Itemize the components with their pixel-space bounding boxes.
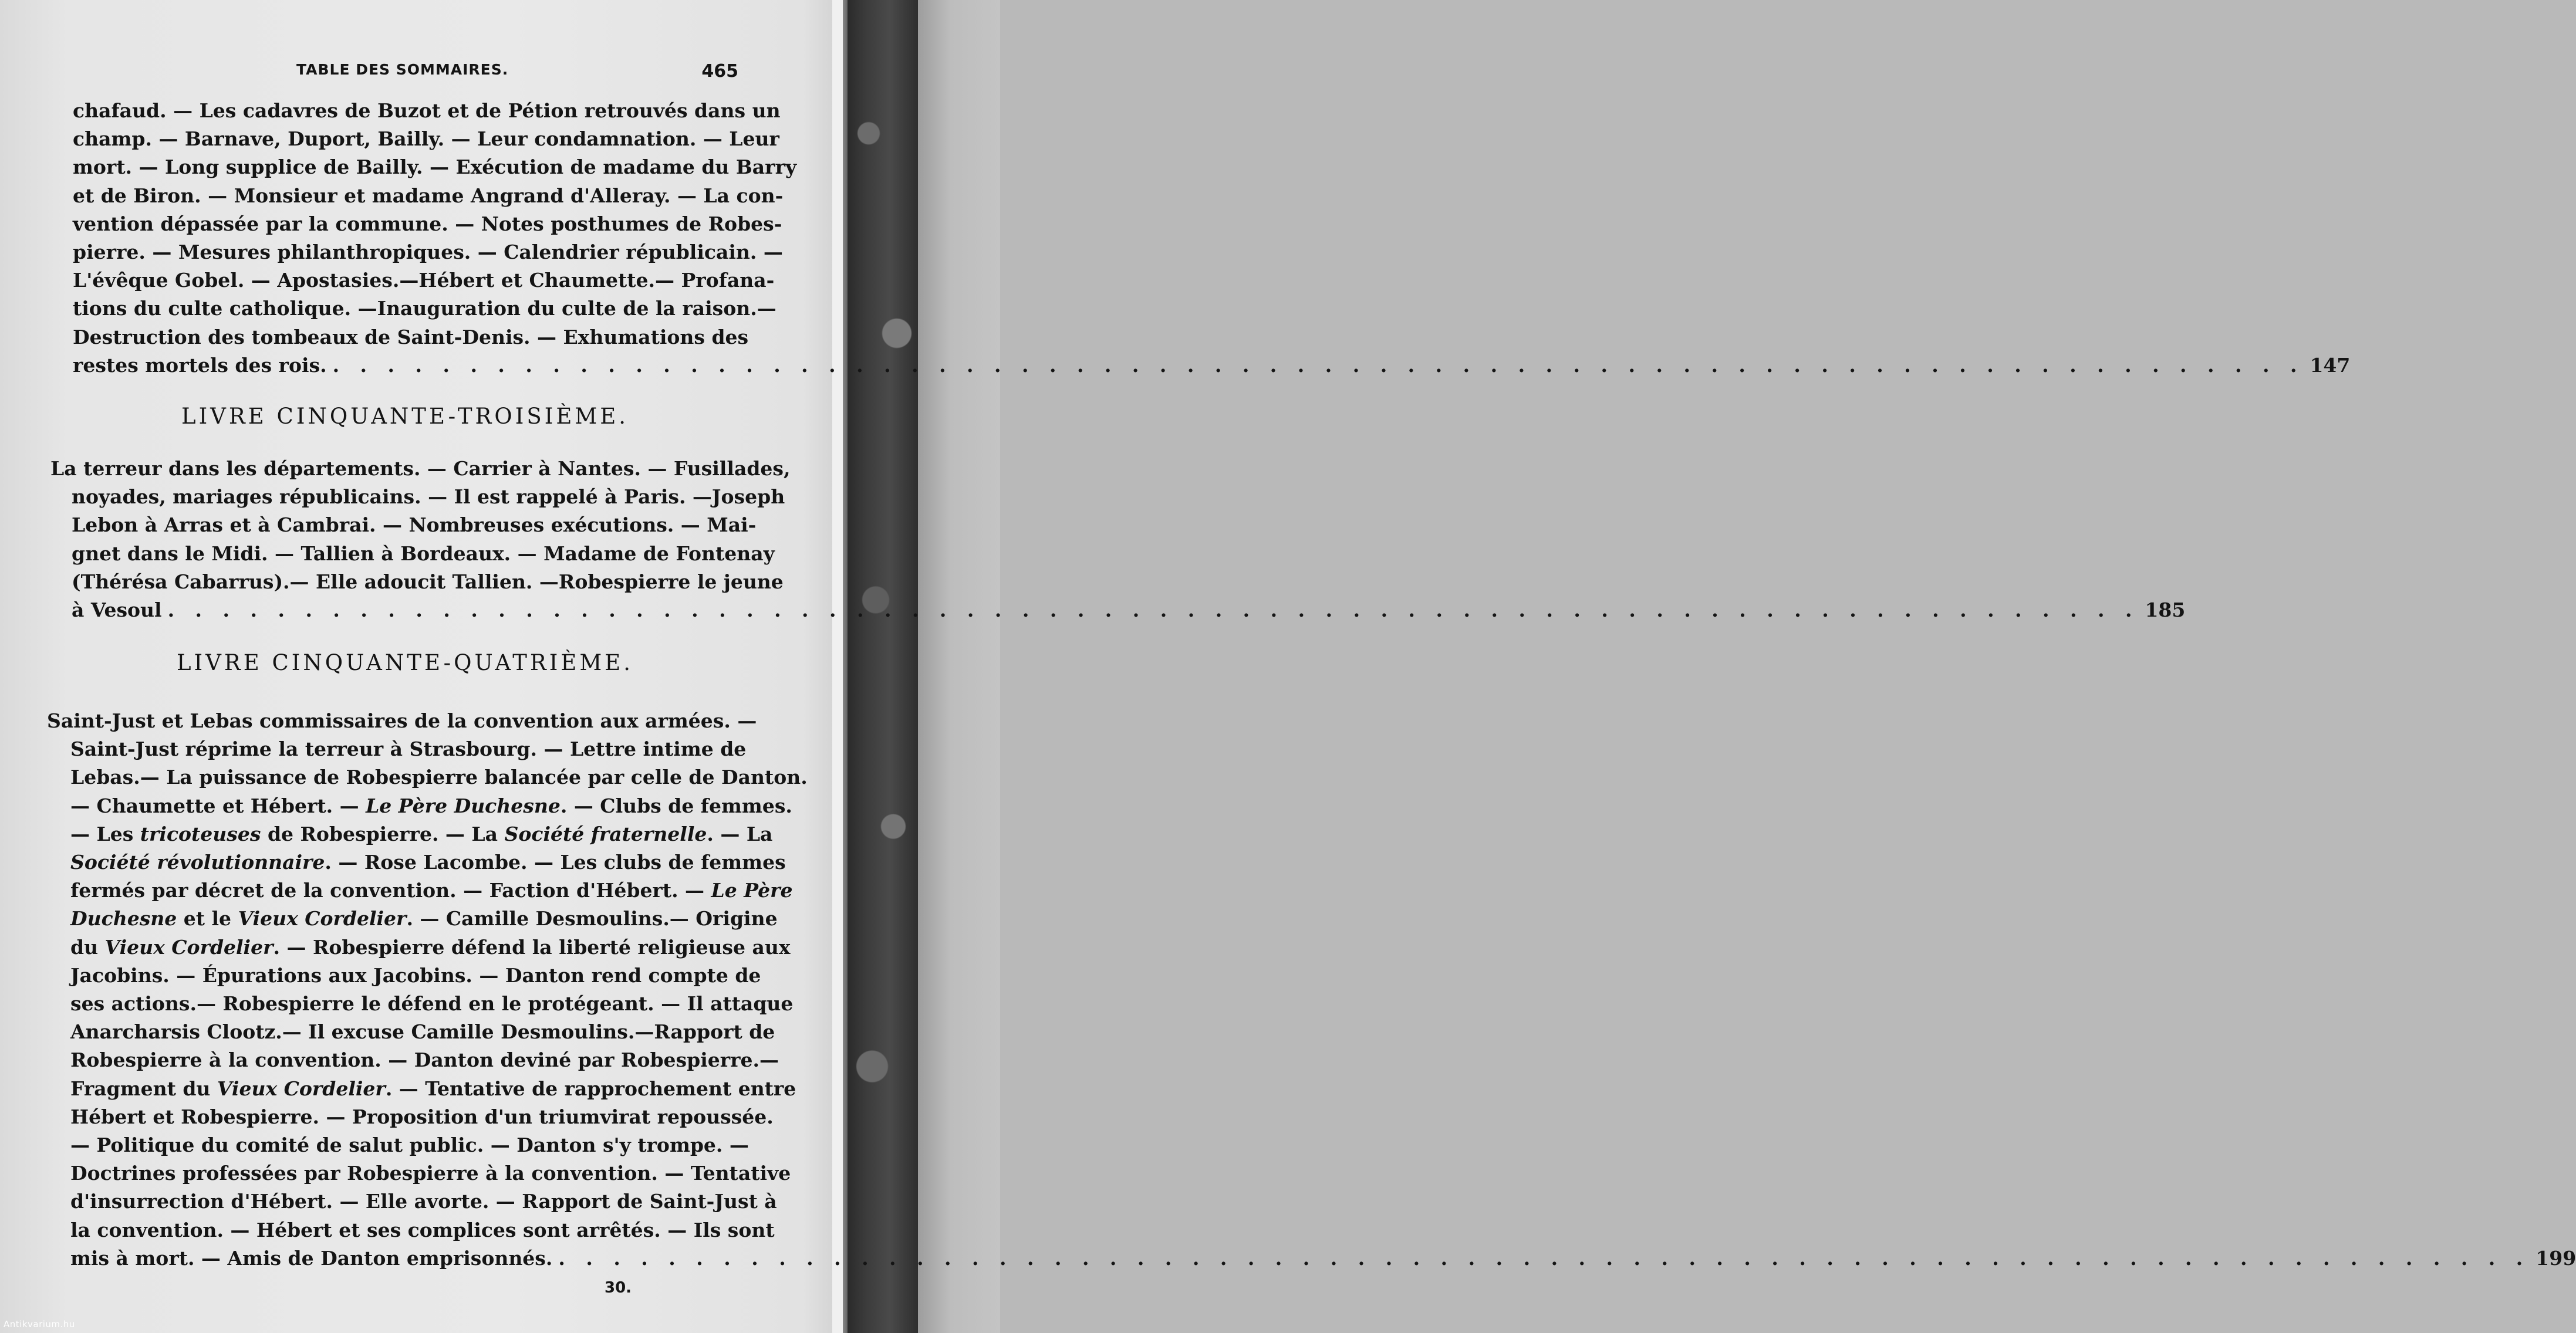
toc-line: (Thérésa Cabarrus).— Elle adoucit Tallien. —Robespierre le jeune: [72, 570, 784, 593]
toc-line: [70, 820, 773, 848]
toc-line: [70, 905, 778, 933]
text-run: . — Rose Lacombe. — Les clubs de femmes: [325, 851, 786, 874]
text-run: — Les: [70, 822, 134, 845]
toc-line: ses actions.— Robespierre le défend en le protégeant. — Il attaque: [70, 992, 794, 1016]
text-run: . — Clubs de femmes.: [560, 794, 792, 817]
toc-line: gnet dans le Midi. — Tallien à Bordeaux. — Madame de Fontenay: [72, 542, 775, 565]
dot-leader: [333, 351, 2304, 380]
toc-line: [70, 877, 793, 905]
italic-title: Le Père: [711, 879, 793, 902]
toc-line: noyades, mariages républicains. — Il est rappelé à Paris. —Joseph: [72, 485, 785, 509]
toc-line: chafaud. — Les cadavres de Buzot et de Pétion retrouvés dans un: [73, 99, 781, 122]
toc-line: Anarcharsis Clootz.— Il excuse Camille Desmoulins.—Rapport de: [70, 1020, 775, 1044]
toc-entry-book52-continued: [73, 97, 2351, 380]
header-page-number: 465: [701, 61, 738, 82]
header-title: TABLE DES SOMMAIRES.: [296, 61, 509, 78]
italic-title: Vieux Cordelier: [238, 907, 407, 931]
signature-mark: 30.: [605, 1279, 632, 1297]
toc-line: [70, 792, 792, 820]
text-run: du: [70, 935, 99, 959]
italic-title: Société révolutionnaire: [70, 851, 325, 874]
toc-leader-line: [72, 596, 2186, 624]
marbled-spine: [848, 0, 918, 1333]
toc-line-end: mis à mort. — Amis de Danton emprisonnés.: [70, 1246, 553, 1270]
italic-title: Le Père Duchesne: [366, 794, 561, 817]
toc-line: champ. — Barnave, Duport, Bailly. — Leur condamnation. — Leur: [73, 127, 779, 151]
toc-page-ref: 199: [2536, 1246, 2576, 1270]
toc-line: [70, 933, 791, 962]
toc-line: Saint-Just et Lebas commissaires de la convention aux armées. —: [47, 709, 757, 732]
italic-title: Société fraternelle: [504, 822, 707, 845]
text-run: Fragment du: [70, 1077, 211, 1100]
toc-line-end: à Vesoul: [72, 598, 162, 622]
toc-line: [70, 848, 786, 877]
text-run: et le: [183, 907, 232, 931]
toc-line: et de Biron. — Monsieur et madame Angrand d'Alleray. — La con-: [73, 184, 784, 207]
italic-title: Vieux Cordelier: [104, 935, 274, 959]
toc-line: vention dépassée par la commune. — Notes posthumes de Robes-: [73, 212, 782, 235]
toc-line: Destruction des tombeaux de Saint-Denis. — Exhumations des: [73, 325, 749, 349]
text-run: fermés par décret de la convention. — Faction d'Hébert. —: [70, 879, 705, 902]
toc-line: pierre. — Mesures philanthropiques. — Calendrier républicain. —: [73, 241, 783, 264]
toc-line: Robespierre à la convention. — Danton deviné par Robespierre.—: [70, 1048, 779, 1072]
italic-title: Duchesne: [70, 907, 177, 931]
toc-line: — Politique du comité de salut public. — Danton s'y trompe. —: [70, 1134, 749, 1157]
text-run: . — Camille Desmoulins.— Origine: [406, 907, 778, 931]
toc-line: [70, 1075, 796, 1103]
text-run: . — Tentative de rapprochement entre: [385, 1077, 796, 1100]
toc-line: mort. — Long supplice de Bailly. — Exécution de madame du Barry: [73, 155, 797, 179]
toc-line: tions du culte catholique. —Inauguration du culte de la raison.—: [73, 297, 776, 320]
italic-title: tricoteuses: [140, 822, 261, 845]
toc-line: d'insurrection d'Hébert. — Elle avorte. — Rapport de Saint-Just à: [70, 1190, 777, 1213]
toc-entry-book53: [50, 455, 2186, 624]
toc-line: Lebon à Arras et à Cambrai. — Nombreuses exécutions. — Mai-: [72, 513, 757, 537]
toc-page-ref: 185: [2145, 598, 2186, 622]
text-run: de Robespierre. — La: [267, 822, 498, 845]
running-header: [70, 61, 740, 84]
toc-page-ref: 147: [2310, 353, 2351, 377]
text-run: . — Robespierre défend la liberté religieuse aux: [273, 935, 791, 959]
toc-line: Hébert et Robespierre. — Proposition d'un triumvirat repoussée.: [70, 1105, 774, 1128]
watermark: Antikvarium.hu: [4, 1319, 75, 1329]
toc-line: La terreur dans les départements. — Carrier à Nantes. — Fusillades,: [50, 457, 791, 480]
italic-title: Vieux Cordelier: [217, 1077, 386, 1100]
toc-leader-line: [70, 1244, 2576, 1273]
text-run: . — La: [707, 822, 773, 845]
book-title-54: LIVRE CINQUANTE-QUATRIÈME.: [176, 650, 634, 675]
text-run: — Chaumette et Hébert. —: [70, 794, 359, 817]
toc-line: Jacobins. — Épurations aux Jacobins. — Danton rend compte de: [70, 963, 761, 987]
dot-leader: [558, 1244, 2530, 1273]
dot-leader: [168, 596, 2139, 624]
toc-leader-line: [73, 351, 2351, 380]
toc-line: L'évêque Gobel. — Apostasies.—Hébert et Chaumette.— Profana-: [73, 269, 775, 292]
toc-line: Saint-Just réprime la terreur à Strasbourg. — Lettre intime de: [70, 737, 747, 761]
toc-line: Doctrines professées par Robespierre à la convention. — Tentative: [70, 1162, 791, 1185]
toc-line: Lebas.— La puissance de Robespierre balancée par celle de Danton.: [70, 766, 808, 789]
toc-line: la convention. — Hébert et ses complices sont arrêtés. — Ils sont: [70, 1218, 775, 1241]
book-title-53: LIVRE CINQUANTE-TROISIÈME.: [181, 404, 629, 429]
toc-line-end: restes mortels des rois.: [73, 353, 327, 377]
toc-entry-book54: [47, 707, 2576, 1273]
binding-board: [918, 0, 1000, 1333]
